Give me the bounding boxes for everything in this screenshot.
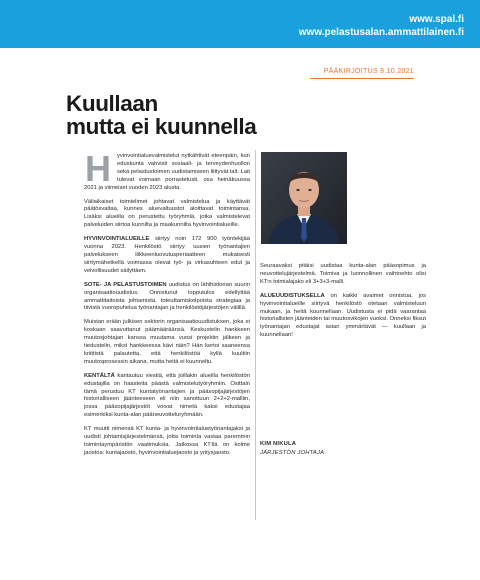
article-column-1: [84, 148, 250, 464]
header-band: [0, 0, 480, 48]
paragraph: Väliaikaiset toimielimet johtavat valmistelua ja käyttävät päätösvaltaa, kunnes aluevaltuustot aloittavat toimintansa. Lisäksi alueilla on perustettu työryhmiä, jotka valmistelevat palveluiden siirtoa kunnilta ja maakunnilta hyvinvointialueille.: [84, 198, 250, 229]
website-url-pelastusala[interactable]: www.pelastusalan.ammattilainen.fi: [298, 27, 464, 38]
paragraph-intro: H yvinvointialuevalmistelut nytkähtivät eteenpäin, kun eduskunta vahvisti sosiaali- ja terveydenhuollon sekä pelastustoimen uudistamiseen liittyvät lait. Lait tulevat voimaan porrastetusti, osa heinäkuussa 2021 ja viimeiset vuoden 2023 alusta.: [84, 148, 250, 191]
website-url-spal[interactable]: www.spal.fi: [409, 14, 464, 25]
paragraph: KENTÄLTÄ kantautuu viestiä, että joillakin alueilla henkilöstön edustajilla on haasteita päästä valmistelutyöryhmiin. Osittain tämä perustuu KT kuntatyönantajien ja pääsopijajärjestöjen historialliseen jäänteeseen eli niin sanottuun 2+2+2-malliin, jossa pääsopijajärjestöt voivat nimetä kaksi edustajaa esimerkiksi kunta-alan pääneuvotteluryhmään.: [84, 372, 250, 419]
lead-in: HYVINVOINTIALUEILLE: [84, 236, 150, 243]
paragraph: HYVINVOINTIALUEILLE siirtyy noin 172 900 työntekijää vuonna 2023. Henkilöstö siirtyy uusien työnantajien palvelukseen liikkeenluovutusperiaatteen mukaisesti siirtymähetkellä voimassa olevat työ- ja virkasuhteen edut ja velvollisuudet säilyttäen.: [84, 236, 250, 274]
lead-in: ALUEUUDISTUKSELLA: [260, 292, 325, 299]
paragraph: KT muutti nimensä KT kunta- ja hyvinvointialuetyönantajaksi ja uudisti johtamisjärjestelmänsä, jotta toiminta vastaa paremmin toimintaympäristön vaatimuksia. Jatkossa KT:llä on kolme jaostoa: kuntajaosto, hyvinvointialuejaosto ja yritysjaosto.: [84, 426, 250, 456]
author-role: JÄRJESTÖN JOHTAJA: [260, 450, 325, 456]
lead-in: SOTE- JA PELASTUSTOIMEN: [84, 281, 167, 288]
author-portrait: [261, 152, 347, 244]
dropcap-letter: H: [85, 148, 111, 189]
headline-line-2: mutta ei kuunnella: [66, 114, 257, 139]
article-column-2: [260, 263, 426, 346]
portrait-illustration: [261, 152, 347, 244]
headline-line-1: Kuullaan: [66, 91, 158, 116]
paragraph: Muistan erään julkisen sektorin organisaatiouudistuksen, joka ei koskaan saavuttanut päämääräänsä. Keskustelin hankkeen muutosjohtajan kanssa muutama vuosi projektin jälkeen ja tiedustelin, miksi hankkeessa kävi näin? Hän kertoi saaneensa kriittistä palautetta, että henkilöstöä kyllä kuultiin muutosprosessin aikana, mutta heitä ei kuunneltu.: [84, 319, 250, 365]
paragraph: Seuraavaksi pitäisi uudistaa kunta-alan pääsopimus ja neuvottelujärjestelmä. Toimiva ja luonnollinen vaihtoehto olisi KT:n toimialajako eli 3+3+3-malli.: [260, 263, 426, 285]
section-tag: PÄÄKIRJOITUS 8.10.2021: [323, 68, 414, 75]
lead-in: KENTÄLTÄ: [84, 372, 115, 379]
article-headline: [66, 92, 366, 138]
column-divider: [255, 150, 256, 520]
author-name: KIM NIKULA: [260, 441, 297, 447]
paragraph: SOTE- JA PELASTUSTOIMEN uudistus on lähihistorian suurin organisaatiouudistus. Onnistunut lopputulos edellyttää ammattitaitoista johtamista, toteuttamiskelpoista strategiaa ja tiivistä vuoropuhelua työnantajan ja henkilöstöjärjestöjen välillä.: [84, 281, 250, 312]
section-divider: [310, 78, 414, 79]
paragraph: ALUEUUDISTUKSELLA on kaikki avaimet onnistua, jos hyvinvointialueille siirtyvä henkilöstö otetaan valmisteluun mukaan, ja heitä kuunnellaan. Uudistusta ei pidä vaarantaa historiallisten jäänteiden tai muutosvikojen vuoksi. Onneksi fiksut työnantajan edustajat asian ymmärtävät — kuullaan ja kuunnellaan!: [260, 292, 426, 339]
